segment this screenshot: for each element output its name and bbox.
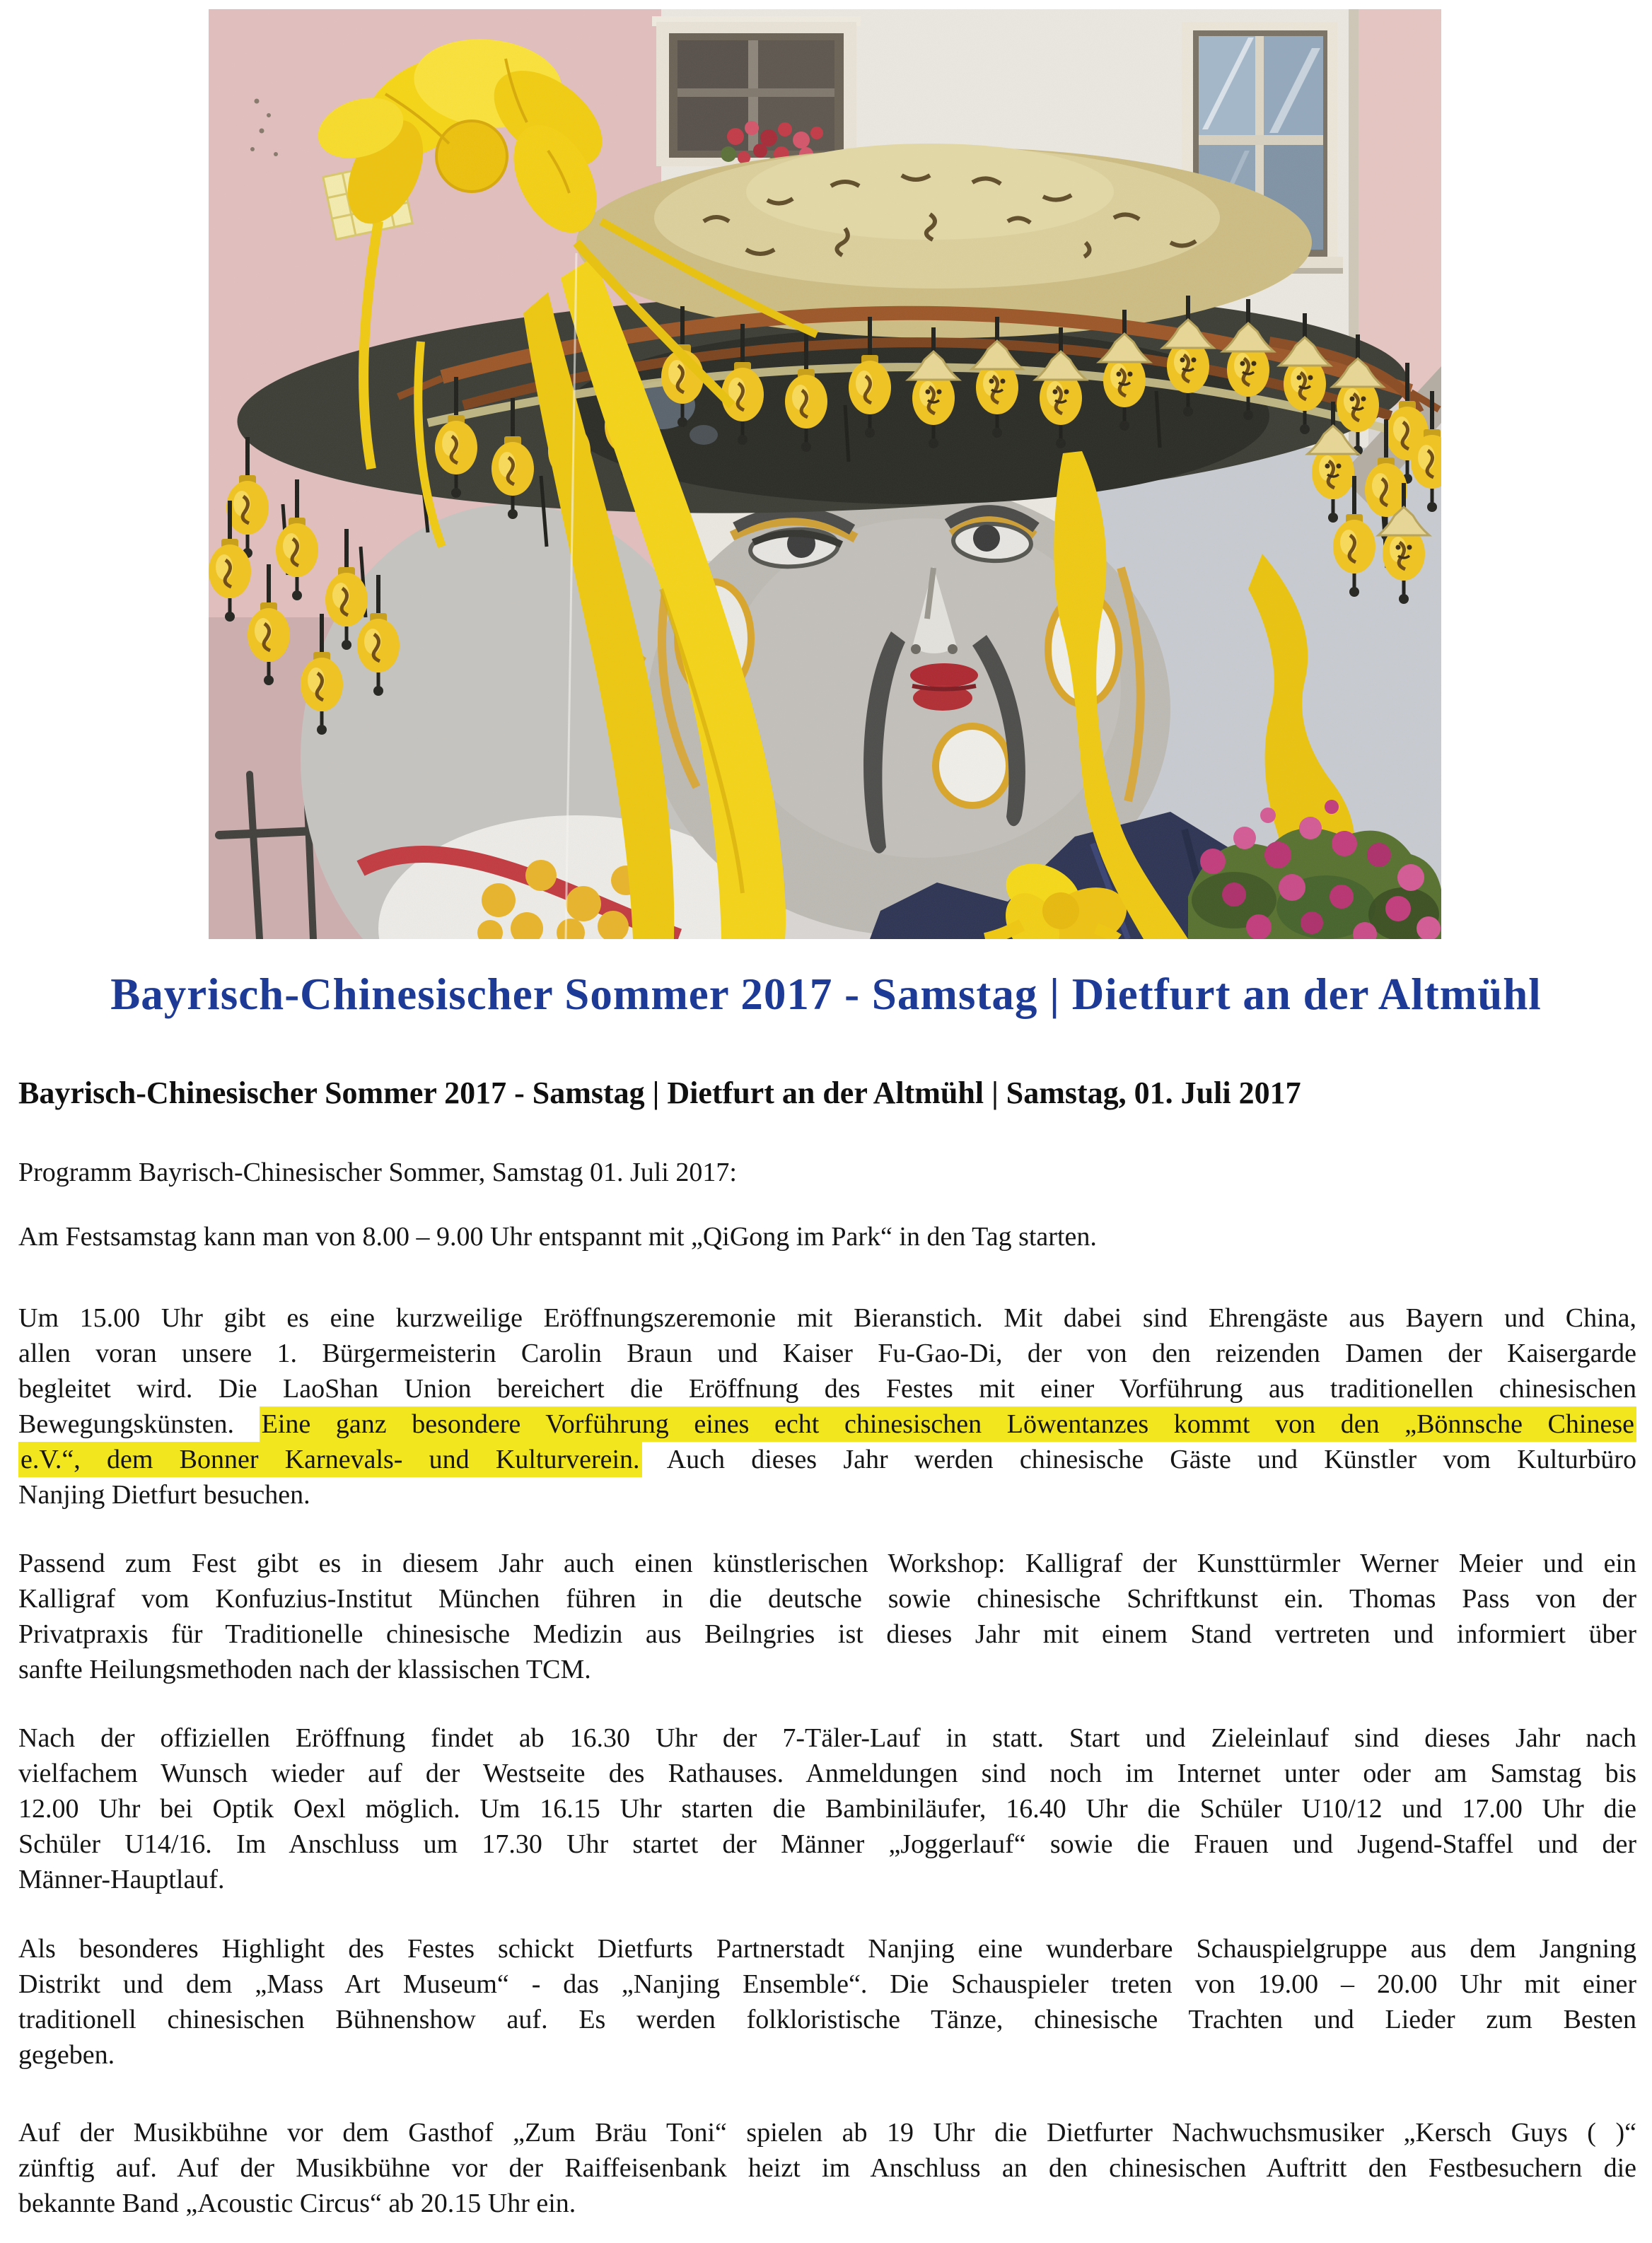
text-line: 12.00 Uhr bei Optik Oexl möglich. Um 16.15 Uhr starten die Bambiniläufer, 16.40 Uhr die Schüler U10/12 und 17.00 Uhr die (18, 1794, 1636, 1824)
text-line: zünftig auf. Auf der Musikbühne vor der Raiffeisenbank heizt im Anschluss an den chinesischen Auftritt den Festbesuchern die (18, 2153, 1636, 2183)
text-line: Männer-Hauptlauf. (18, 1865, 225, 1894)
text-line: Nach der offiziellen Eröffnung findet ab 16.30 Uhr der 7-Täler-Lauf in statt. Start und Zieleinlauf sind dieses Jahr nach (18, 1723, 1636, 1753)
text-line: Kalligraf vom Konfuzius-Institut München führen in die deutsche sowie chinesische Schriftkunst ein. Thomas Pass von der (18, 1584, 1636, 1614)
text-line: traditionell chinesischen Bühnenshow auf. Es werden folkloristische Tänze, chinesische Trachten und Lieder zum Besten (18, 2005, 1636, 2034)
text-line: Um 15.00 Uhr gibt es eine kurzweilige Eröffnungszeremonie mit Bieranstich. Mit dabei sind Ehrengäste aus Bayern und China, (18, 1303, 1636, 1333)
paragraph-nanjing-ensemble (18, 1931, 1636, 2073)
text-line: Privatpraxis für Traditionelle chinesische Medizin aus Beilngries ist dieses Jahr mit einem Stand vertreten und informiert über (18, 1619, 1636, 1649)
marker-highlight: e.V.“, dem Bonner Karnevals- und Kulturverein. (18, 1442, 642, 1477)
text-line: Auf der Musikbühne vor dem Gasthof „Zum Bräu Toni“ spielen ab 19 Uhr die Dietfurter Nachwuchsmusiker „Kersch Guys ( )“ (18, 2118, 1636, 2148)
text-line: Nanjing Dietfurt besuchen. (18, 1480, 310, 1510)
text-line: Bewegungskünsten. Eine ganz besondere Vorführung eines echt chinesischen Löwentanzes kommt von den „Bönnsche Chinese (18, 1406, 1636, 1442)
text-line: Programm Bayrisch-Chinesischer Sommer, Samstag 01. Juli 2017: (18, 1158, 737, 1187)
text-line: bekannte Band „Acoustic Circus“ ab 20.15 Uhr ein. (18, 2189, 576, 2218)
statue-photo-scene (209, 9, 1441, 939)
paragraph-programm (18, 1155, 1636, 1190)
paragraph-musikbuehne (18, 2115, 1636, 2221)
text-line: allen voran unsere 1. Bürgermeisterin Carolin Braun und Kaiser Fu-Gao-Di, der von den reizenden Damen der Kaisergarde (18, 1339, 1636, 1368)
text-line: Am Festsamstag kann man von 8.00 – 9.00 Uhr entspannt mit „QiGong im Park“ in den Tag starten. (18, 1222, 1097, 1252)
text-line: Passend zum Fest gibt es in diesem Jahr auch einen künstlerischen Workshop: Kalligraf der Kunsttürmler Werner Meier und ein (18, 1549, 1636, 1578)
text-line: Als besonderes Highlight des Festes schickt Dietfurts Partnerstadt Nanjing eine wunderbare Schauspielgruppe aus dem Jangning (18, 1934, 1636, 1964)
text-line: Distrikt und dem „Mass Art Museum“ - das „Nanjing Ensemble“. Die Schauspieler treten von 19.00 – 20.00 Uhr mit einer (18, 1969, 1636, 1999)
paragraph-taeler-lauf (18, 1720, 1636, 1897)
paragraph-workshop (18, 1546, 1636, 1687)
marker-highlight: Eine ganz besondere Vorführung eines echt chinesischen Löwentanzes kommt von den „Bönnsche Chinese (260, 1406, 1636, 1442)
photo-grain (209, 9, 1441, 939)
text-line: begleitet wird. Die LaoShan Union bereichert die Eröffnung des Festes mit einer Vorführung aus traditionellen chinesischen (18, 1374, 1636, 1404)
text-line: vielfachem Wunsch wieder auf der Westseite des Rathauses. Anmeldungen sind noch im Internet unter oder am Samstag bis (18, 1759, 1636, 1788)
statue-photo (209, 9, 1441, 939)
page-subtitle: Bayrisch-Chinesischer Sommer 2017 - Samstag | Dietfurt an der Altmühl | Samstag, 01. Juli 2017 (18, 1076, 1301, 1110)
paragraph-eroeffnung (18, 1300, 1636, 1513)
paragraph-festsamstag (18, 1219, 1636, 1254)
text-line: e.V.“, dem Bonner Karnevals- und Kulturverein. Auch dieses Jahr werden chinesische Gäste und Künstler vom Kulturbüro (18, 1442, 1636, 1477)
text-line: Schüler U14/16. Im Anschluss um 17.30 Uhr startet der Männer „Joggerlauf“ sowie die Frauen und Jugend-Staffel und der (18, 1829, 1636, 1859)
text-line: gegeben. (18, 2040, 115, 2070)
text-line: sanfte Heilungsmethoden nach der klassischen TCM. (18, 1655, 591, 1684)
page-title: Bayrisch-Chinesischer Sommer 2017 - Samstag | Dietfurt an der Altmühl (110, 969, 1542, 1019)
